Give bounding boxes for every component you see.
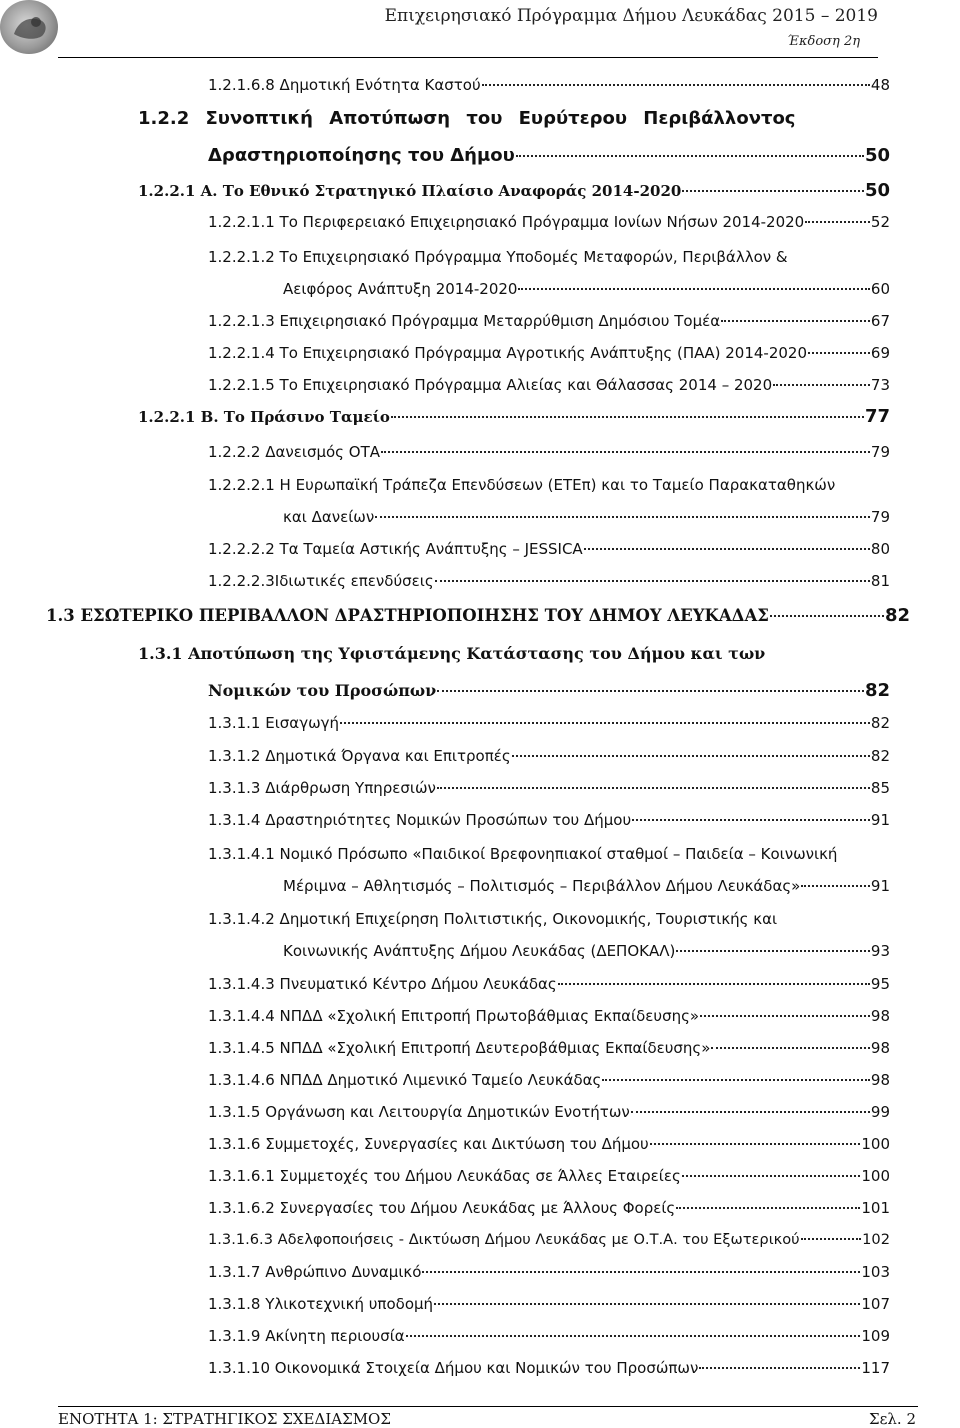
toc-entry-title: Μέριμνα – Αθλητισμός – Πολιτισμός – Περιβάλλον Δήμου Λευκάδας»	[283, 877, 801, 895]
toc-entry[interactable]	[138, 406, 890, 427]
toc-entry-page: 82	[884, 605, 910, 626]
toc-entry-title: 1.2.2.2.3Ιδιωτικές επενδύσεις	[208, 572, 434, 590]
toc-entry[interactable]	[208, 1103, 890, 1121]
toc-entry[interactable]	[208, 975, 890, 993]
toc-entry-page: 98	[870, 1007, 890, 1025]
toc-entry[interactable]	[208, 312, 890, 330]
toc-entry-page: 79	[870, 508, 890, 526]
toc-entry-title: 1.2.2 Συνοπτική Αποτύπωση του Ευρύτερου Περιβάλλοντος	[138, 108, 796, 129]
toc-entry-title: 1.3.1.4.4 ΝΠΔΔ «Σχολική Επιτροπή Πρωτοβάθμιας Εκπαίδευσης»	[208, 1007, 700, 1025]
toc-entry[interactable]	[208, 811, 890, 829]
toc-entry-title: 1.3.1.7 Ανθρώπινο Δυναμικό	[208, 1263, 422, 1281]
toc-entry-page: 73	[870, 376, 890, 394]
toc-entry[interactable]	[208, 1007, 890, 1025]
toc-entry[interactable]	[283, 942, 890, 960]
toc-entry-page: 60	[870, 280, 890, 298]
toc-entry[interactable]	[208, 248, 868, 266]
toc-entry[interactable]	[208, 344, 890, 362]
toc-entry[interactable]	[283, 877, 890, 895]
toc-entry-title: 1.3.1.1 Εισαγωγή	[208, 714, 340, 732]
toc-entry-title: 1.2.2.2.1 Η Ευρωπαϊκή Τράπεζα Επενδύσεων (ΕΤΕπ) και το Ταμείο Παρακαταθηκών	[208, 476, 836, 494]
toc-entry-page: 85	[870, 779, 890, 797]
toc-entry-page: 103	[861, 1263, 890, 1281]
toc-entry-page: 98	[870, 1071, 890, 1089]
edition-label: Έκδοση 2η	[787, 34, 860, 49]
toc-entry-title: 1.2.2.1.1 Το Περιφερειακό Επιχειρησιακό Πρόγραμμα Ιονίων Νήσων 2014-2020	[208, 213, 805, 231]
toc-entry-page: 95	[870, 975, 890, 993]
toc-entry[interactable]	[208, 1263, 890, 1281]
toc-entry-title: 1.3.1 Αποτύπωση της Υφιστάμενης Κατάστασης του Δήμου και των	[138, 644, 766, 663]
toc-entry-title: 1.3.1.4.3 Πνευματικό Κέντρο Δήμου Λευκάδας	[208, 975, 557, 993]
toc-entry-title: 1.2.2.1.4 Το Επιχειρησιακό Πρόγραμμα Αγροτικής Ανάπτυξης (ΠΑΑ) 2014-2020	[208, 344, 807, 362]
toc-entry-page: 80	[870, 540, 890, 558]
toc-entry[interactable]	[208, 1231, 890, 1248]
toc-entry[interactable]	[283, 508, 890, 526]
toc-entry-page: 48	[870, 76, 890, 94]
toc-entry-page: 50	[864, 145, 890, 166]
toc-entry-title: 1.2.1.6.8 Δημοτική Ενότητα Καστού	[208, 76, 481, 94]
toc-entry-title: 1.3.1.6.2 Συνεργασίες του Δήμου Λευκάδας με Άλλους Φορείς	[208, 1199, 676, 1217]
toc-entry[interactable]	[208, 213, 890, 231]
toc-entry-page: 82	[870, 714, 890, 732]
toc-entry-title: 1.3.1.6 Συμμετοχές, Συνεργασίες και Δικτύωση του Δήμου	[208, 1135, 649, 1153]
header-divider	[58, 57, 878, 58]
toc-entry-heading[interactable]	[138, 644, 868, 663]
toc-entry-title: 1.2.2.1.2 Το Επιχειρησιακό Πρόγραμμα Υποδομές Μεταφορών, Περιβάλλον &	[208, 248, 788, 266]
toc-entry-page: 100	[861, 1135, 890, 1153]
footer-divider	[58, 1406, 918, 1407]
toc-entry-title: 1.3.1.8 Υλικοτεχνική υποδομή	[208, 1295, 434, 1313]
toc-entry-title: 1.3.1.3 Διάρθρωση Υπηρεσιών	[208, 779, 436, 797]
toc-entry-title: Αειφόρος Ανάπτυξη 2014-2020	[283, 280, 518, 298]
toc-entry-title: και Δανείων	[283, 508, 375, 526]
toc-entry-title: 1.3.1.9 Ακίνητη περιουσία	[208, 1327, 405, 1345]
toc-entry[interactable]	[208, 1135, 890, 1153]
toc-entry-title: 1.2.2.1.3 Επιχειρησιακό Πρόγραμμα Μεταρρύθμιση Δημόσιου Τομέα	[208, 312, 721, 330]
toc-entry[interactable]	[208, 845, 868, 863]
toc-entry-page: 50	[864, 180, 890, 201]
toc-entry[interactable]	[208, 476, 868, 494]
toc-entry-title: 1.2.2.1.5 Το Επιχειρησιακό Πρόγραμμα Αλιείας και Θάλασσας 2014 – 2020	[208, 376, 773, 394]
municipality-logo	[0, 0, 58, 54]
toc-entry[interactable]	[283, 280, 890, 298]
toc-entry-page: 52	[870, 213, 890, 231]
toc-entry-page: 82	[870, 747, 890, 765]
toc-entry-page: 91	[870, 877, 890, 895]
toc-entry-title: 1.3.1.6.1 Συμμετοχές του Δήμου Λευκάδας σε Άλλες Εταιρείες	[208, 1167, 681, 1185]
toc-entry-section[interactable]	[46, 605, 910, 626]
toc-entry-page: 100	[861, 1167, 890, 1185]
toc-entry-page: 107	[861, 1295, 890, 1313]
toc-entry-page: 79	[870, 443, 890, 461]
toc-entry-page: 102	[862, 1231, 890, 1248]
page-number: Σελ. 2	[869, 1410, 916, 1428]
toc-entry[interactable]	[208, 76, 890, 94]
toc-entry-title: 1.3 ΕΣΩΤΕΡΙΚΟ ΠΕΡΙΒΑΛΛΟΝ ΔΡΑΣΤΗΡΙΟΠΟΙΗΣΗΣ ΤΟΥ ΔΗΜΟΥ ΛΕΥΚΑΔΑΣ	[46, 606, 769, 625]
toc-entry-page: 81	[870, 572, 890, 590]
toc-entry-title: 1.3.1.10 Οικονομικά Στοιχεία Δήμου και Νομικών του Προσώπων	[208, 1359, 699, 1377]
toc-entry[interactable]	[208, 714, 890, 732]
toc-entry[interactable]	[208, 1359, 890, 1377]
toc-entry-title: 1.3.1.4.2 Δημοτική Επιχείρηση Πολιτιστικής, Οικονομικής, Τουριστικής και	[208, 910, 778, 928]
toc-entry-title: Κοινωνικής Ανάπτυξης Δήμου Λευκάδας (ΔΕΠΟΚΑΛ)	[283, 942, 676, 960]
toc-entry[interactable]	[208, 747, 890, 765]
toc-entry-title: 1.2.2.1 Α. Το Εθνικό Στρατηγικό Πλαίσιο Αναφοράς 2014-2020	[138, 182, 682, 200]
toc-entry-page: 101	[861, 1199, 890, 1217]
document-title: Επιχειρησιακό Πρόγραμμα Δήμου Λευκάδας 2015 – 2019	[384, 6, 878, 26]
toc-entry-title: 1.3.1.6.3 Αδελφοποιήσεις - Δικτύωση Δήμου Λευκάδας με Ο.Τ.Α. του Εξωτερικού	[208, 1231, 800, 1248]
toc-entry[interactable]	[138, 180, 890, 201]
toc-entry[interactable]	[208, 1039, 890, 1057]
toc-entry-page: 93	[870, 942, 890, 960]
toc-entry-page: 77	[864, 406, 890, 427]
toc-entry[interactable]	[208, 910, 868, 928]
toc-entry[interactable]	[208, 540, 890, 558]
toc-entry-title: 1.2.2.2.2 Τα Ταμεία Αστικής Ανάπτυξης – JESSICA	[208, 540, 583, 558]
toc-entry[interactable]	[208, 572, 890, 590]
toc-entry-page: 117	[861, 1359, 890, 1377]
toc-entry-title: 1.3.1.4.6 ΝΠΔΔ Δημοτικό Λιμενικό Ταμείο Λευκάδας	[208, 1071, 602, 1089]
toc-entry-title: 1.3.1.4.5 ΝΠΔΔ «Σχολική Επιτροπή Δευτεροβάθμιας Εκπαίδευσης»	[208, 1039, 711, 1057]
toc-entry[interactable]	[208, 376, 890, 394]
toc-entry-page: 98	[870, 1039, 890, 1057]
toc-entry-page: 69	[870, 344, 890, 362]
toc-entry[interactable]	[208, 779, 890, 797]
toc-entry-title: 1.2.2.1 Β. Το Πράσινο Ταμείο	[138, 408, 390, 426]
toc-entry-title: Δραστηριοποίησης του Δήμου	[208, 145, 515, 166]
toc-entry-title: 1.3.1.5 Οργάνωση και Λειτουργία Δημοτικών Ενοτήτων	[208, 1103, 630, 1121]
toc-entry-page: 82	[864, 680, 890, 701]
toc-entry-page: 99	[870, 1103, 890, 1121]
toc-entry[interactable]	[208, 1327, 890, 1345]
toc-entry[interactable]	[208, 680, 890, 701]
toc-entry[interactable]	[208, 1295, 890, 1313]
toc-entry-heading[interactable]	[138, 108, 890, 129]
toc-entry-page: 91	[870, 811, 890, 829]
toc-entry-title: Νομικών του Προσώπων	[208, 681, 437, 700]
toc-entry[interactable]	[208, 1199, 890, 1217]
footer-section-label: ΕΝΟΤΗΤΑ 1: ΣΤΡΑΤΗΓΙΚΟΣ ΣΧΕΔΙΑΣΜΟΣ	[58, 1410, 391, 1428]
toc-entry[interactable]	[208, 1071, 890, 1089]
toc-entry-page: 67	[870, 312, 890, 330]
toc-entry-title: 1.3.1.4.1 Νομικό Πρόσωπο «Παιδικοί Βρεφονηπιακοί σταθμοί – Παιδεία – Κοινωνική	[208, 845, 838, 863]
toc-entry-title: 1.2.2.2 Δανεισμός ΟΤΑ	[208, 443, 380, 461]
toc-entry-title: 1.3.1.2 Δημοτικά Όργανα και Επιτροπές	[208, 747, 511, 765]
toc-entry[interactable]	[208, 145, 890, 166]
toc-entry-page: 109	[861, 1327, 890, 1345]
toc-entry[interactable]	[208, 443, 890, 461]
toc-entry[interactable]	[208, 1167, 890, 1185]
toc-entry-title: 1.3.1.4 Δραστηριότητες Νομικών Προσώπων του Δήμου	[208, 811, 632, 829]
